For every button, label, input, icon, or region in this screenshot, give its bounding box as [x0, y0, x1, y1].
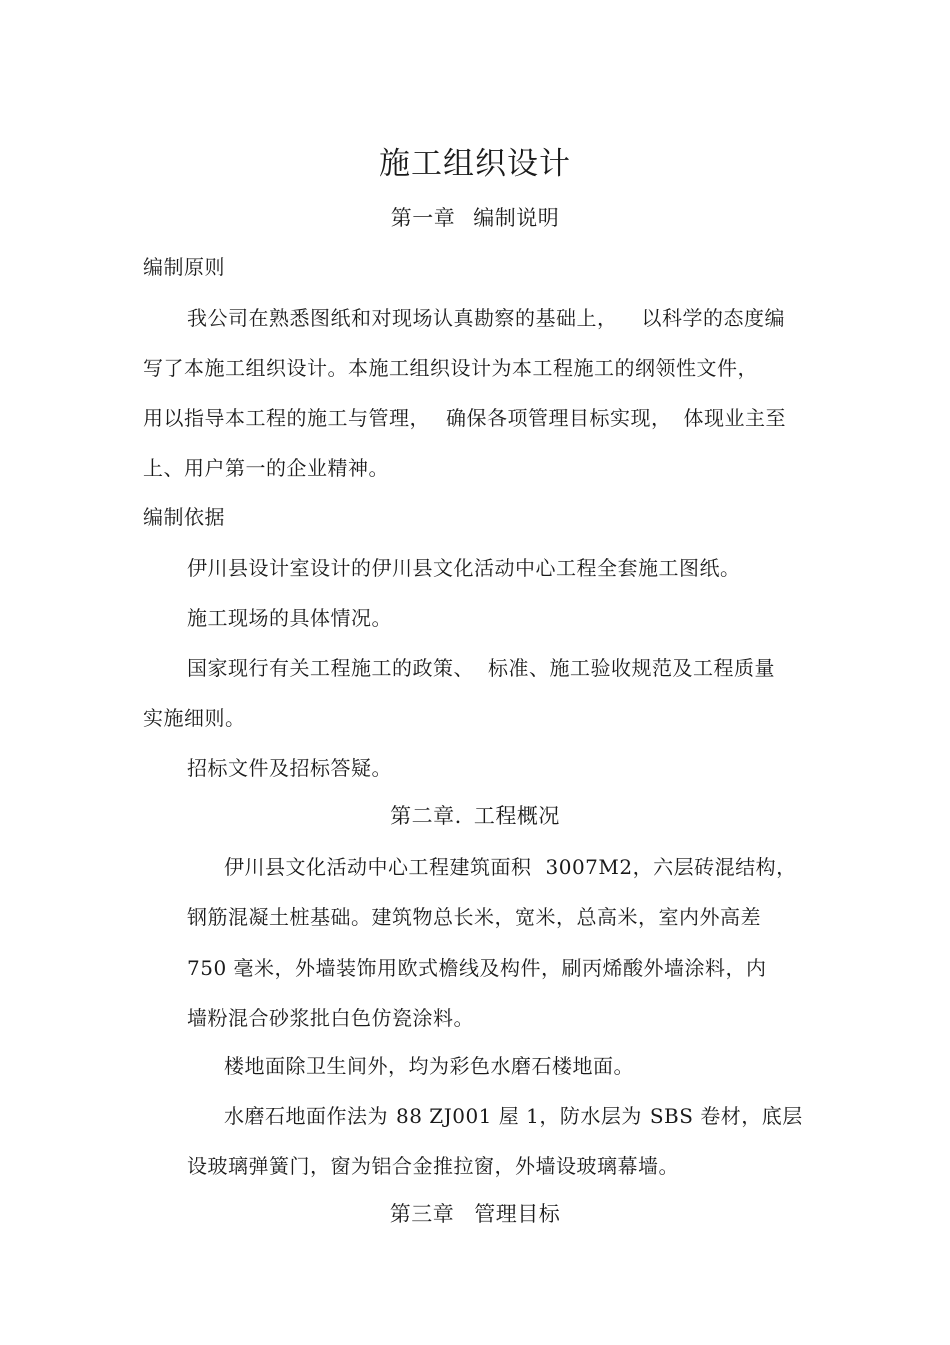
paragraph-line: 设玻璃弹簧门，窗为铝合金推拉窗，外墙设玻璃幕墙。 — [187, 1154, 679, 1178]
paragraph-line: 钢筋混凝土桩基础。建筑物总长米，宽米，总高米，室内外高差 — [187, 905, 761, 929]
text-span: 写了本施工组织设计。本施工组织设计为本工程施工的纲领性文件， — [143, 356, 758, 380]
paragraph-line — [143, 405, 786, 431]
chapter-3-name: 管理目标 — [474, 1202, 561, 1226]
basis-item: 施工现场的具体情况。 — [187, 606, 392, 630]
section-heading-basis: 编制依据 — [143, 505, 225, 529]
chapter-1-number: 第一章 — [390, 206, 456, 230]
chapter-1-name: 编制说明 — [473, 206, 560, 230]
paragraph-line: 750 毫米，外墙装饰用欧式檐线及构件，刷丙烯酸外墙涂料，内 — [187, 956, 767, 980]
chapter-1-heading — [0, 204, 950, 232]
paragraph-line: 墙粉混合砂浆批白色仿瓷涂料。 — [187, 1006, 474, 1030]
paragraph-line: 楼地面除卫生间外，均为彩色水磨石楼地面。 — [224, 1054, 634, 1078]
text-span: 体现业主至 — [683, 406, 786, 430]
basis-item: 招标文件及招标答疑。 — [187, 756, 392, 780]
text-span: 确保各项管理目标实现， — [446, 406, 672, 430]
section-heading-principle: 编制原则 — [143, 255, 225, 279]
chapter-2-number: 第二章. — [390, 804, 462, 828]
basis-item-continued: 实施细则。 — [143, 706, 246, 730]
text-span: 上、用户第一的企业精神。 — [143, 456, 389, 480]
chapter-3-heading — [0, 1200, 950, 1228]
paragraph-line — [187, 305, 785, 331]
text-span: 以科学的态度编 — [641, 306, 785, 330]
text-span: 我公司在熟悉图纸和对现场认真勘察的基础上， — [187, 306, 618, 330]
chapter-2-name: 工程概况 — [473, 804, 560, 828]
paragraph-line — [143, 355, 758, 381]
text-span: 88 ZJ001 屋 1，防水层为 — [396, 1104, 642, 1128]
chapter-2-heading — [0, 802, 950, 830]
chapter-3-number: 第三章 — [389, 1202, 455, 1226]
basis-item: 伊川县设计室设计的伊川县文化活动中心工程全套施工图纸。 — [187, 556, 741, 580]
text-span: SBS 卷材，底层 — [649, 1104, 803, 1128]
text-span: 国家现行有关工程施工的政策、 — [187, 656, 474, 680]
text-span: 3007M2，六层砖混结构， — [545, 855, 797, 879]
basis-item — [187, 655, 775, 681]
document-title: 施工组织设计 — [379, 146, 571, 182]
paragraph-line — [224, 854, 797, 880]
paragraph-line — [224, 1103, 803, 1129]
text-span: 标准、施工验收规范及工程质量 — [488, 656, 775, 680]
text-span: 伊川县文化活动中心工程建筑面积 — [224, 855, 532, 879]
paragraph-line — [143, 455, 389, 481]
text-span: 水磨石地面作法为 — [224, 1104, 388, 1128]
text-span: 用以指导本工程的施工与管理， — [143, 406, 430, 430]
